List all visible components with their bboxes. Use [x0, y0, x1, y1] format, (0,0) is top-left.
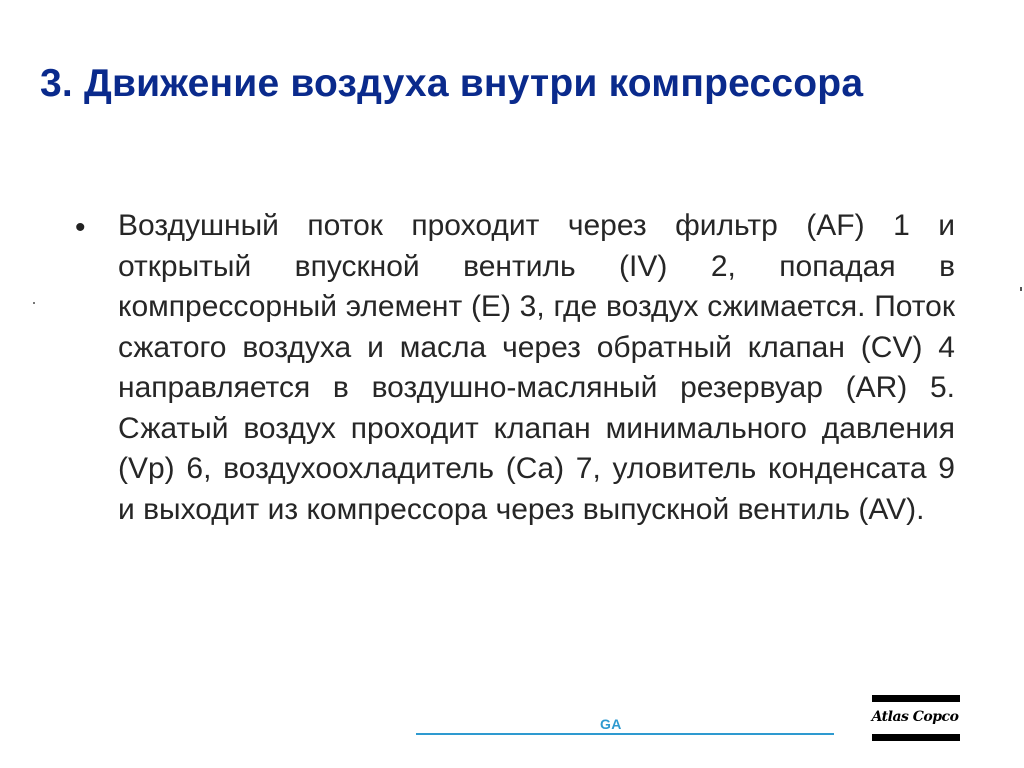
- bullet-paragraph: Воздушный поток проходит через фильтр (AF) 1 и открытый впускной вентиль (IV) 2, попадая в компрессорный элемент (Е) 3, где воздух сжимается. Поток сжатого воздуха и масла через обратный клапан (CV) 4 направляется в воздушно-масляный резервуар (AR) 5. Сжатый воздух проходит клапан минимального давления (Vp) 6, воздухоохладитель (Ca) 7, уловитель конденсата 9 и выходит из компрессора через выпускной вентиль (AV).: [118, 209, 955, 526]
- atlas-copco-logo: [868, 695, 962, 745]
- stray-mark-right: [1020, 287, 1022, 291]
- stray-mark-left: [33, 302, 35, 304]
- logo-bar-top: [872, 695, 960, 702]
- footer-label: GA: [600, 716, 622, 732]
- logo-wordmark: Atlas Copco: [871, 709, 959, 725]
- footer-divider: [416, 733, 834, 735]
- logo-bar-bottom: [872, 734, 960, 741]
- bullet-marker: •: [75, 211, 86, 244]
- slide-title: 3. Движение воздуха внутри компрессора: [40, 62, 864, 105]
